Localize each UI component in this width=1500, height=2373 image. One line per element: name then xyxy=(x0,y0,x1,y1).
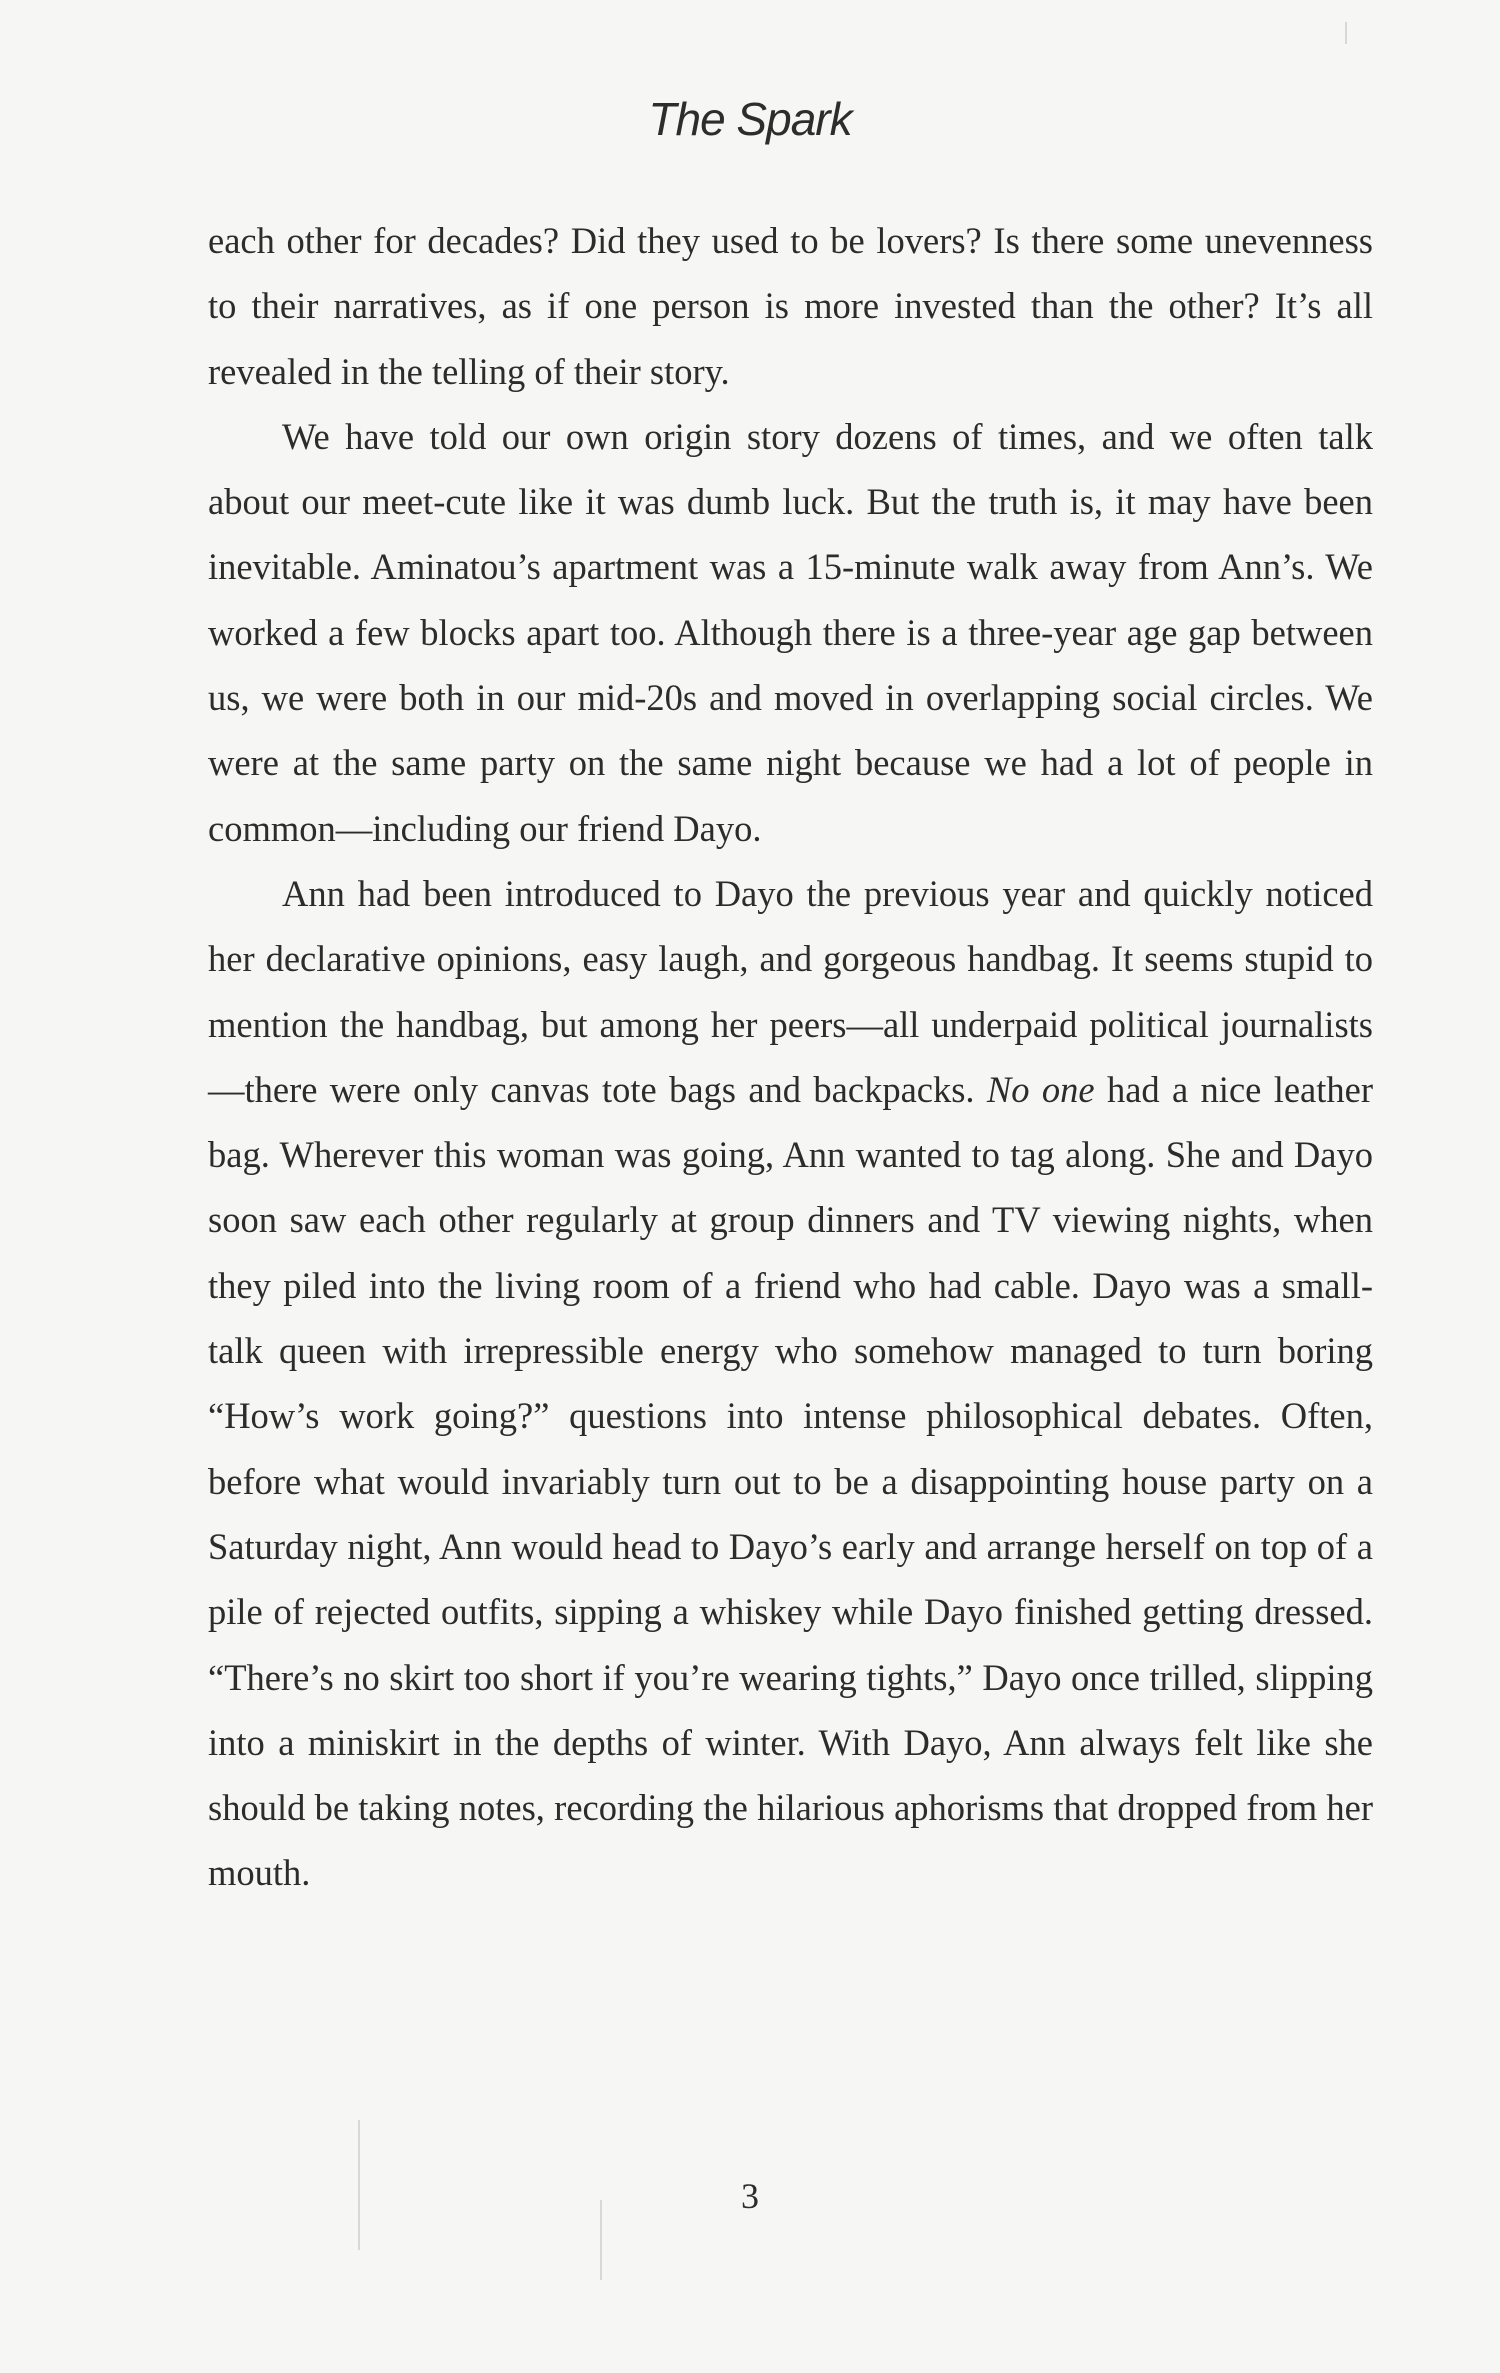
paragraph-3-part-1: Ann had been introduced to Dayo the previous year and quickly noticed her declarative opinions, easy laugh, and gorgeous handbag. It seems stupid to mention the handbag, but among her peers—all underpaid political journalists—there were only canvas tote bags and backpacks. xyxy=(208,872,1373,1110)
paragraph-3 xyxy=(208,861,1373,1906)
scan-artifact xyxy=(1345,22,1347,44)
paragraph-3-part-2: had a nice leather bag. Wherever this woman was going, Ann wanted to tag along. She and Dayo soon saw each other regularly at group dinners and TV viewing nights, when they piled into the living room of a friend who had cable. Dayo was a small-talk queen with irrepressible energy who somehow managed to turn boring “How’s work going?” questions into intense philosophical debates. Often, before what would invariably turn out to be a disappointing house party on a Saturday night, Ann would head to Dayo’s early and arrange herself on top of a pile of rejected outfits, sipping a whiskey while Dayo finished getting dressed. “There’s no skirt too short if you’re wearing tights,” Dayo once trilled, slipping into a miniskirt in the depths of winter. With Dayo, Ann always felt like she should be taking notes, recording the hilarious aphorisms that dropped from her mouth. xyxy=(208,1068,1374,1894)
paragraph-2: We have told our own origin story dozens of times, and we often talk about our meet-cute like it was dumb luck. But the truth is, it may have been inevitable. Aminatou’s apartment was a 15-minute walk away from Ann’s. We worked a few blocks apart too. Although there is a three-year age gap between us, we were both in our mid-20s and moved in overlapping social circles. We were at the same party on the same night because we had a lot of people in common—including our friend Dayo. xyxy=(208,415,1373,849)
body-text xyxy=(208,208,1373,1906)
running-head: The Spark xyxy=(648,93,852,145)
paragraph-1: each other for decades? Did they used to be lovers? Is there some unevenness to their narratives, as if one person is more invested than the other? It’s all revealed in the telling of their story. xyxy=(208,220,1373,392)
paragraph-3-emphasis: No one xyxy=(986,1068,1095,1110)
page-number: 3 xyxy=(741,2176,759,2216)
